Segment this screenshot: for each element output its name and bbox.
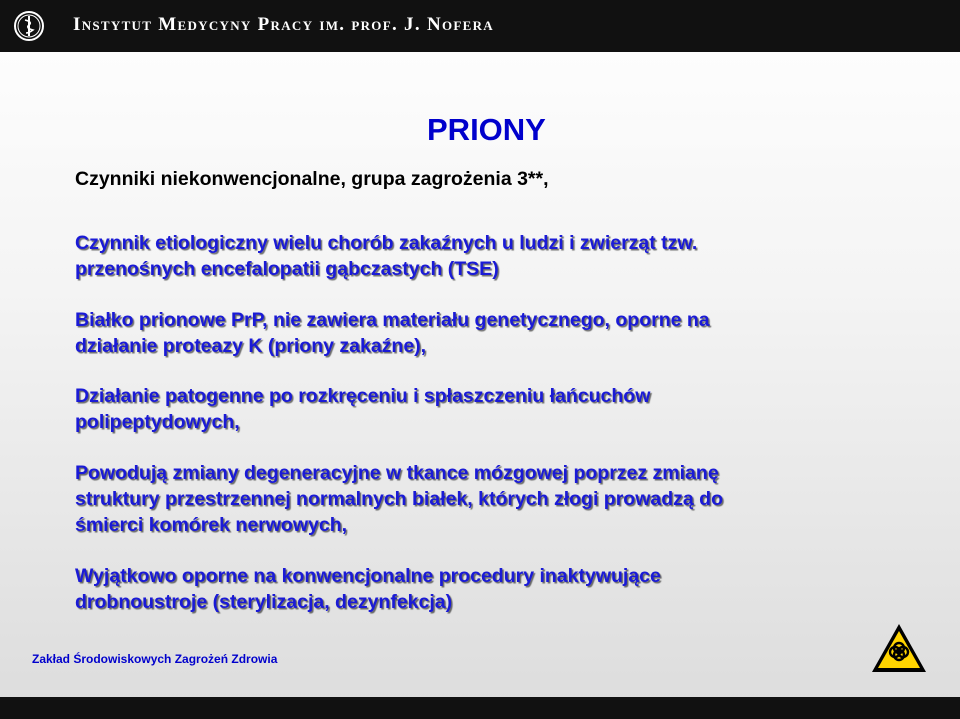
text-line-3: przenośnych encefalopatii gąbczastych (TSE) (75, 258, 499, 280)
header-bar (0, 0, 960, 52)
text-line-9: struktury przestrzennej normalnych białek, których złogi prowadzą do (75, 488, 723, 510)
text-line-2: Czynnik etiologiczny wielu chorób zakaźnych u ludzi i zwierząt tzw. (75, 232, 698, 254)
biohazard-warning-icon (870, 622, 928, 674)
text-line-11: Wyjątkowo oporne na konwencjonalne procedury inaktywujące (75, 565, 661, 587)
text-line-10: śmierci komórek nerwowych, (75, 514, 348, 536)
text-line-5: działanie proteazy K (priony zakaźne), (75, 335, 427, 357)
institution-name: Instytut Medycyny Pracy im. prof. J. Nofera (73, 14, 494, 35)
text-line-6: Działanie patogenne po rozkręceniu i spłaszczeniu łańcuchów (75, 385, 651, 407)
bottom-bar (0, 697, 960, 719)
text-line-1: Czynniki niekonwencjonalne, grupa zagrożenia 3**, (75, 168, 549, 190)
text-line-4: Białko prionowe PrP, nie zawiera materiału genetycznego, oporne na (75, 309, 710, 331)
text-line-12: drobnoustroje (sterylizacja, dezynfekcja) (75, 591, 453, 613)
slide-title: PRIONY (427, 112, 546, 147)
text-line-8: Powodują zmiany degeneracyjne w tkance mózgowej poprzez zmianę (75, 462, 719, 484)
caduceus-logo-icon (13, 10, 45, 42)
text-line-7: polipeptydowych, (75, 411, 240, 433)
department-footer: Zakład Środowiskowych Zagrożeń Zdrowia (32, 652, 278, 666)
